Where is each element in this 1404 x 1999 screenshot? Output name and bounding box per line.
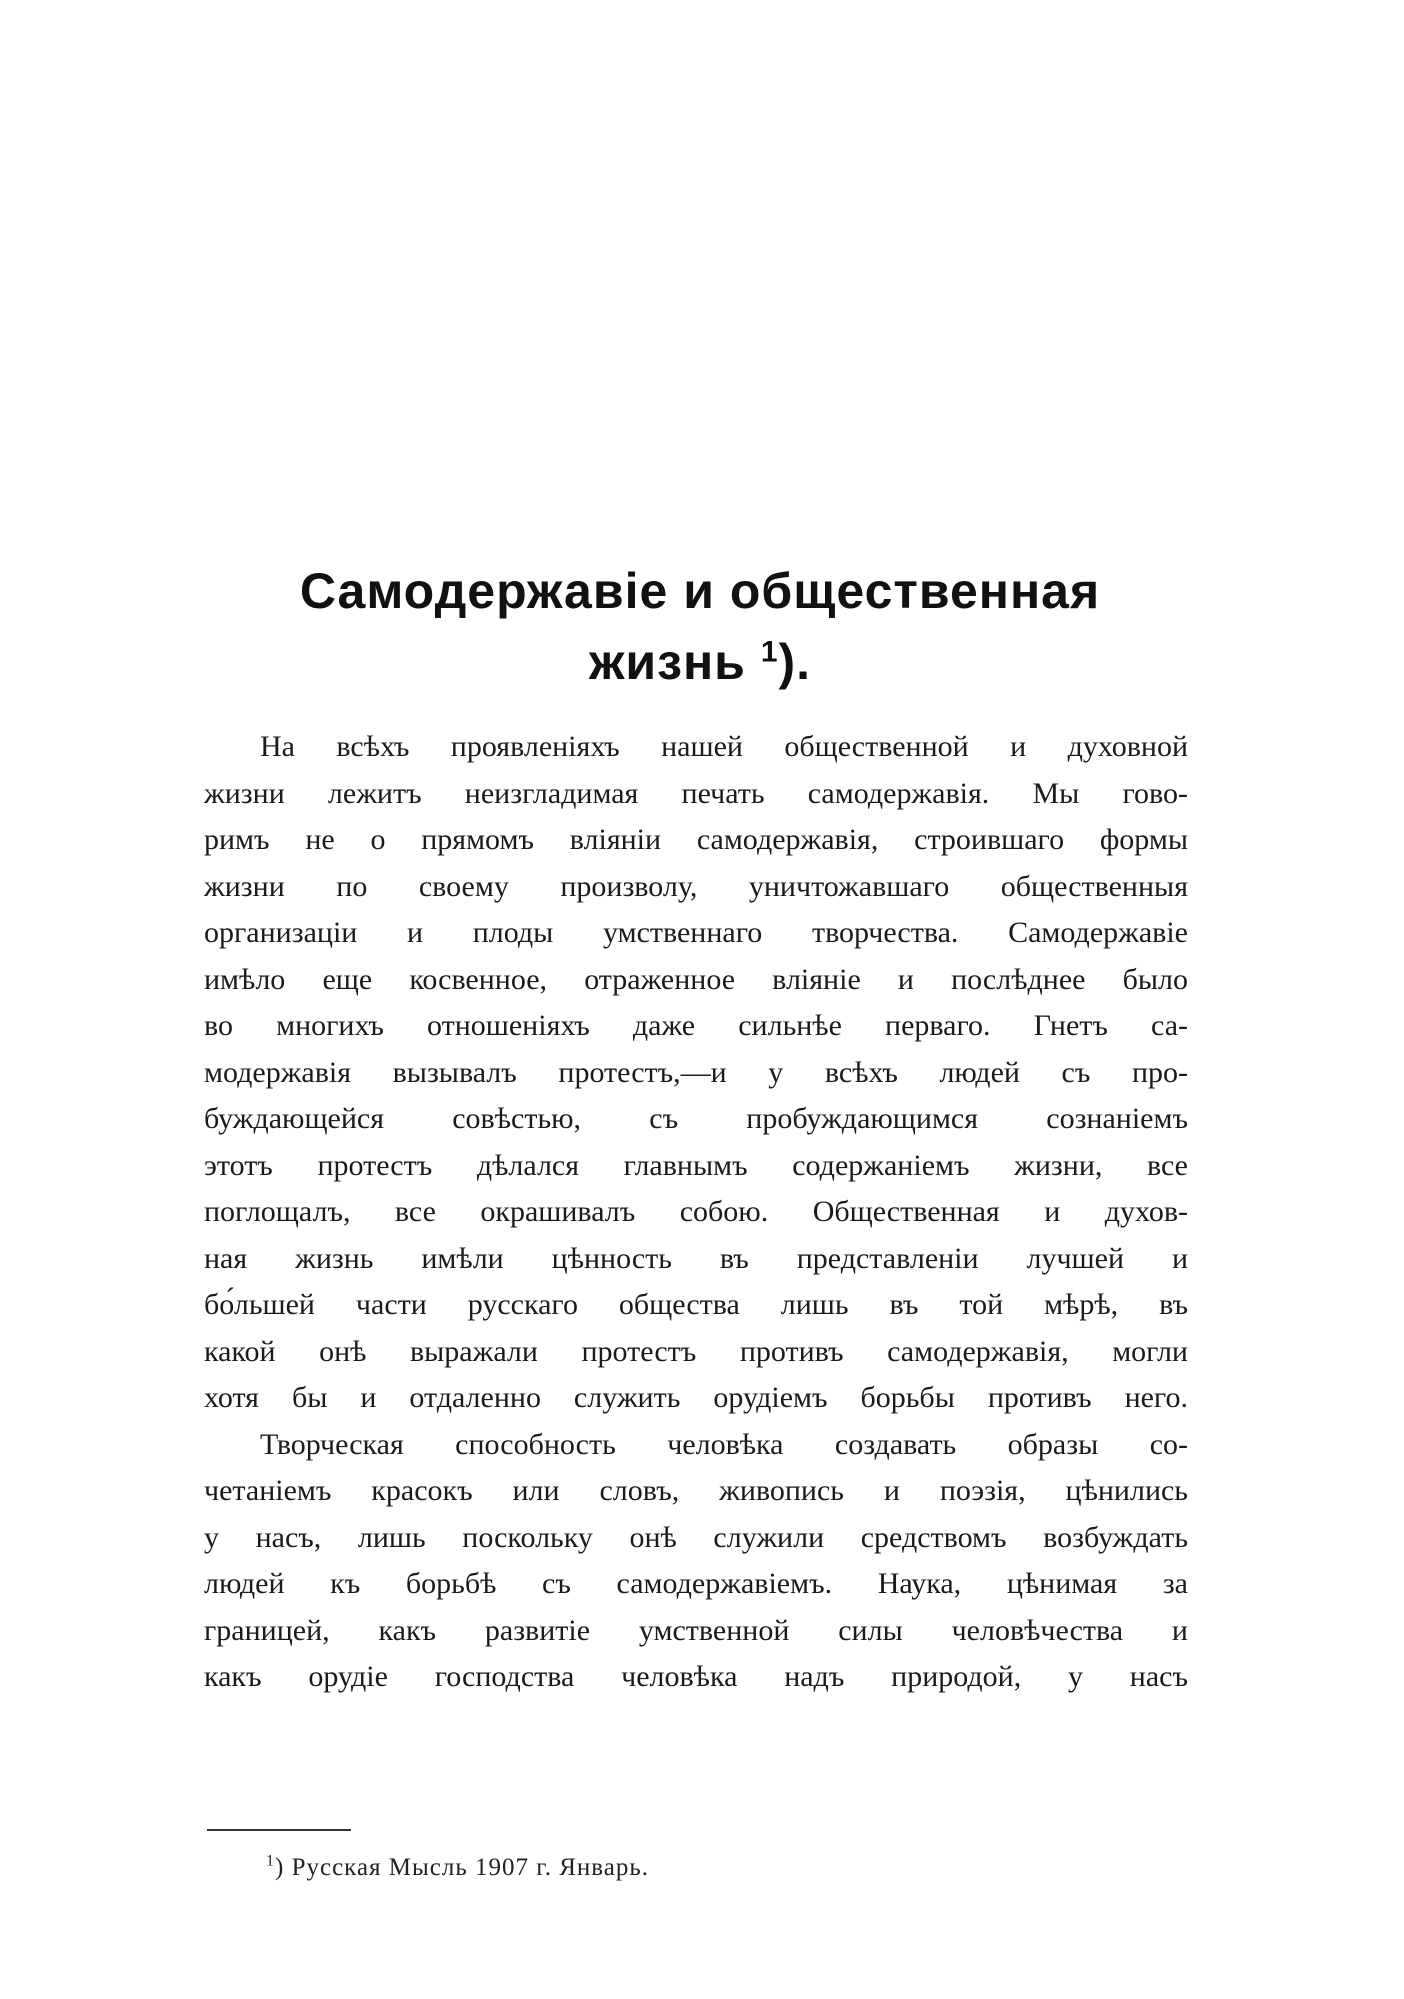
footnote-text: ) Русская Мысль 1907 г. Январь. [275,1854,649,1881]
text-line: бо́льшей части русскаго общества лишь въ той мѣрѣ, въ [204,1288,1188,1321]
text-line: какъ орудіе господства человѣка надъ природой, у насъ [204,1660,1188,1693]
article-title [200,563,1200,619]
text-line: этотъ протестъ дѣлался главнымъ содержаніемъ жизни, все [204,1148,1188,1182]
text-line: людей къ борьбѣ съ самодержавіемъ. Наука, цѣнимая за [204,1567,1188,1600]
footnote-separator [207,1829,351,1831]
text-line: поглощалъ, все окрашивалъ собою. Общественная и духов- [204,1195,1188,1228]
text-line: хотя бы и отдаленно служить орудіемъ борьбы противъ него. [204,1381,1188,1414]
article-title-line-2: жизнь [588,634,746,690]
article-body [204,724,1188,1701]
article-title-closing: ). [778,634,812,690]
title-footnote-reference: 1 [760,635,779,669]
text-line: границей, какъ развитіе умственной силы человѣчества и [204,1613,1188,1647]
text-line: четаніемъ красокъ или словъ, живопись и поэзія, цѣнились [204,1474,1188,1507]
text-line: жизни лежитъ неизгладимая печать самодержавія. Мы гово- [204,776,1188,810]
text-line: жизни по своему произволу, уничтожавшаго общественныя [204,869,1188,903]
text-line: организаціи и плоды умственнаго творчества. Самодержавіе [204,916,1188,949]
text-line: какой онѣ выражали протестъ противъ самодержавія, могли [204,1334,1188,1368]
text-line: На всѣхъ проявленіяхъ нашей общественной и духовной [260,730,1188,763]
text-line: Творческая способность человѣка создавать образы со- [260,1427,1188,1461]
text-line: буждающейся совѣстью, съ пробуждающимся сознаніемъ [204,1102,1188,1135]
footnote [266,1854,649,1882]
footnote-mark: 1 [266,1852,275,1870]
text-line: ная жизнь имѣли цѣнность въ представленіи лучшей и [204,1241,1188,1275]
text-line: римъ не о прямомъ вліяніи самодержавія, строившаго формы [204,823,1188,856]
article-title-line-1: Самодержавіе и общественная [299,563,1101,619]
text-line: имѣло еще косвенное, отраженное вліяніе и послѣднее было [204,962,1188,996]
text-line: у насъ, лишь поскольку онѣ служили средствомъ возбуждать [204,1520,1188,1554]
text-line: модержавія вызывалъ протестъ,—и у всѣхъ людей съ про- [204,1055,1188,1089]
text-line: во многихъ отношеніяхъ даже сильнѣе перваго. Гнетъ са- [204,1009,1188,1042]
article-title-continued [200,634,1200,690]
